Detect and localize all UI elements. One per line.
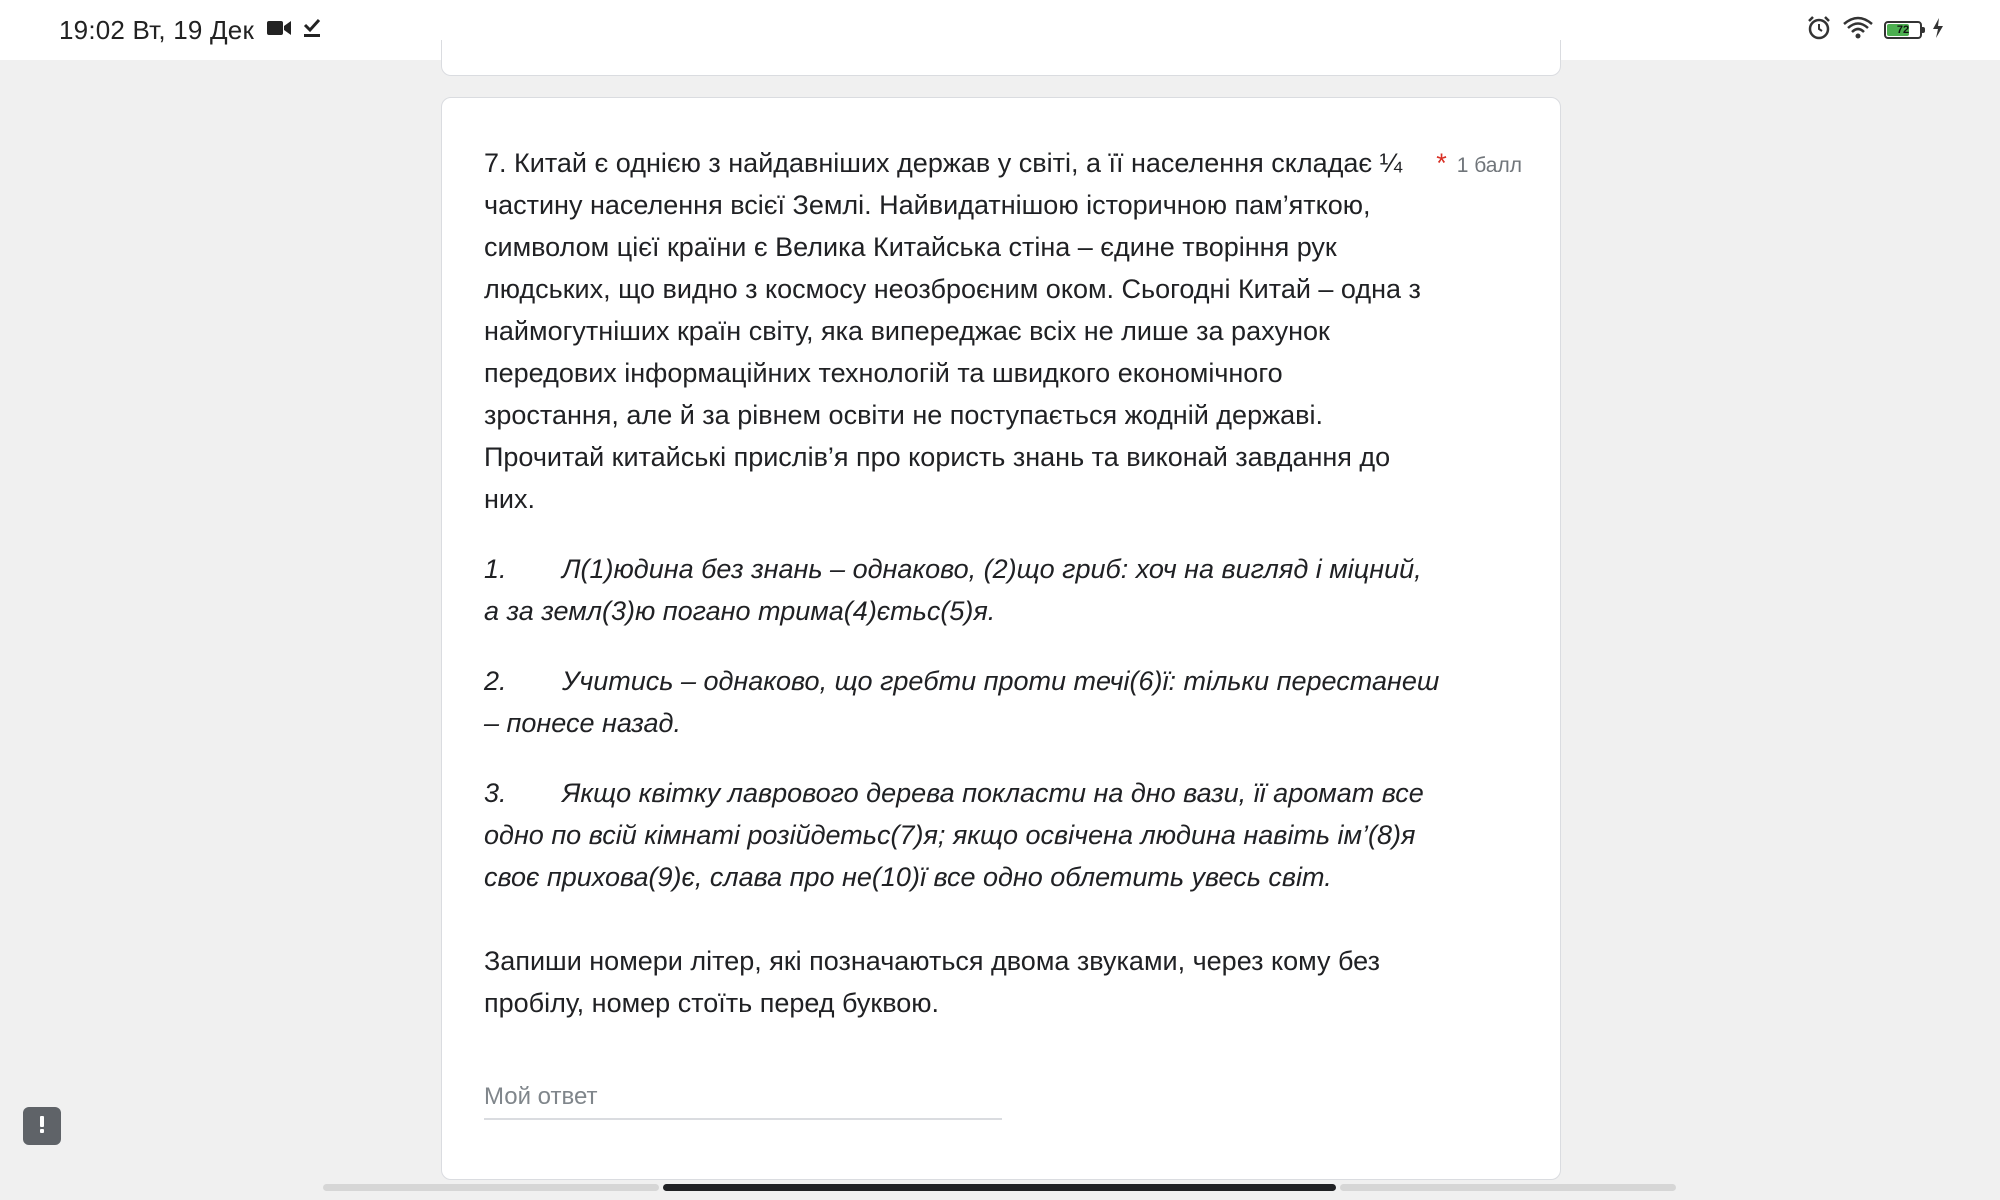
report-button[interactable] bbox=[23, 1107, 61, 1145]
task-instruction: Запиши номери літер, які позначаються двома звуками, через кому без пробілу, номер стоїть перед буквою. bbox=[484, 946, 1380, 1018]
scroll-thumb[interactable] bbox=[663, 1184, 1336, 1191]
proverb-text: Якщо квітку лаврового дерева покласти на дно вази, її аромат все одно по всій кімнаті розійдетьс(7)я; якщо освічена людина навіть ім’(8)я своє прихова(9)є, слава про не(10)ї все одно облетить увесь світ. bbox=[484, 778, 1424, 892]
scroll-segment-left bbox=[323, 1184, 659, 1191]
proverb-number: 3. bbox=[484, 778, 507, 808]
proverb-number: 1. bbox=[484, 554, 507, 584]
proverb-number: 2. bbox=[484, 666, 507, 696]
battery-level: 72 bbox=[1896, 24, 1910, 36]
proverb-2 bbox=[484, 660, 1444, 744]
proverb-1 bbox=[484, 548, 1444, 632]
proverb-text: Л(1)юдина без знань – однаково, (2)що гриб: хоч на вигляд і міцний, а за земл(3)ю погано трима(4)єтьс(5)я. bbox=[484, 554, 1422, 626]
previous-question-card bbox=[441, 40, 1561, 76]
charging-icon bbox=[1932, 17, 1944, 44]
required-mark: * bbox=[1436, 148, 1447, 178]
video-camera-icon bbox=[266, 18, 292, 43]
download-done-icon bbox=[302, 17, 322, 44]
wifi-icon bbox=[1842, 16, 1874, 45]
question-text: 7. Китай є однією з найдавніших держав у світі, а її населення складає ¼ частину населення всієї Землі. Найвидатнішою історичною пам’яткою, символом цієї країни є Велика Китайська стіна – єдине творіння рук людських, що видно з космосу неозброєним оком. Сьогодні Китай – одна з наймогутніших країн світу, яка випереджає всіх не лише за рахунок передових інформаційних технологій та швидкого економічного зростання, але й за рівнем освіти не поступається жодній державі. Прочитай китайські прислів’я про користь знань та виконай завдання до них. bbox=[484, 148, 1429, 514]
battery-icon bbox=[1884, 21, 1922, 39]
scroll-segment-right bbox=[1340, 1184, 1676, 1191]
proverb-3 bbox=[484, 772, 1464, 898]
points-label: 1 балл bbox=[1456, 154, 1522, 177]
exclamation-icon bbox=[32, 1113, 52, 1140]
question-card bbox=[441, 97, 1561, 1180]
question-meta bbox=[1436, 142, 1522, 187]
alarm-icon bbox=[1806, 15, 1832, 46]
answer-input[interactable] bbox=[484, 1076, 1002, 1120]
status-time: 19:02 Вт, 19 Дек bbox=[59, 14, 255, 45]
proverb-text: Учитись – однаково, що гребти проти течі(6)ї: тільки перестанеш – понесе назад. bbox=[484, 666, 1440, 738]
status-icons-left bbox=[266, 17, 322, 44]
status-icons-right bbox=[1806, 15, 1944, 46]
question-header bbox=[484, 142, 1520, 520]
